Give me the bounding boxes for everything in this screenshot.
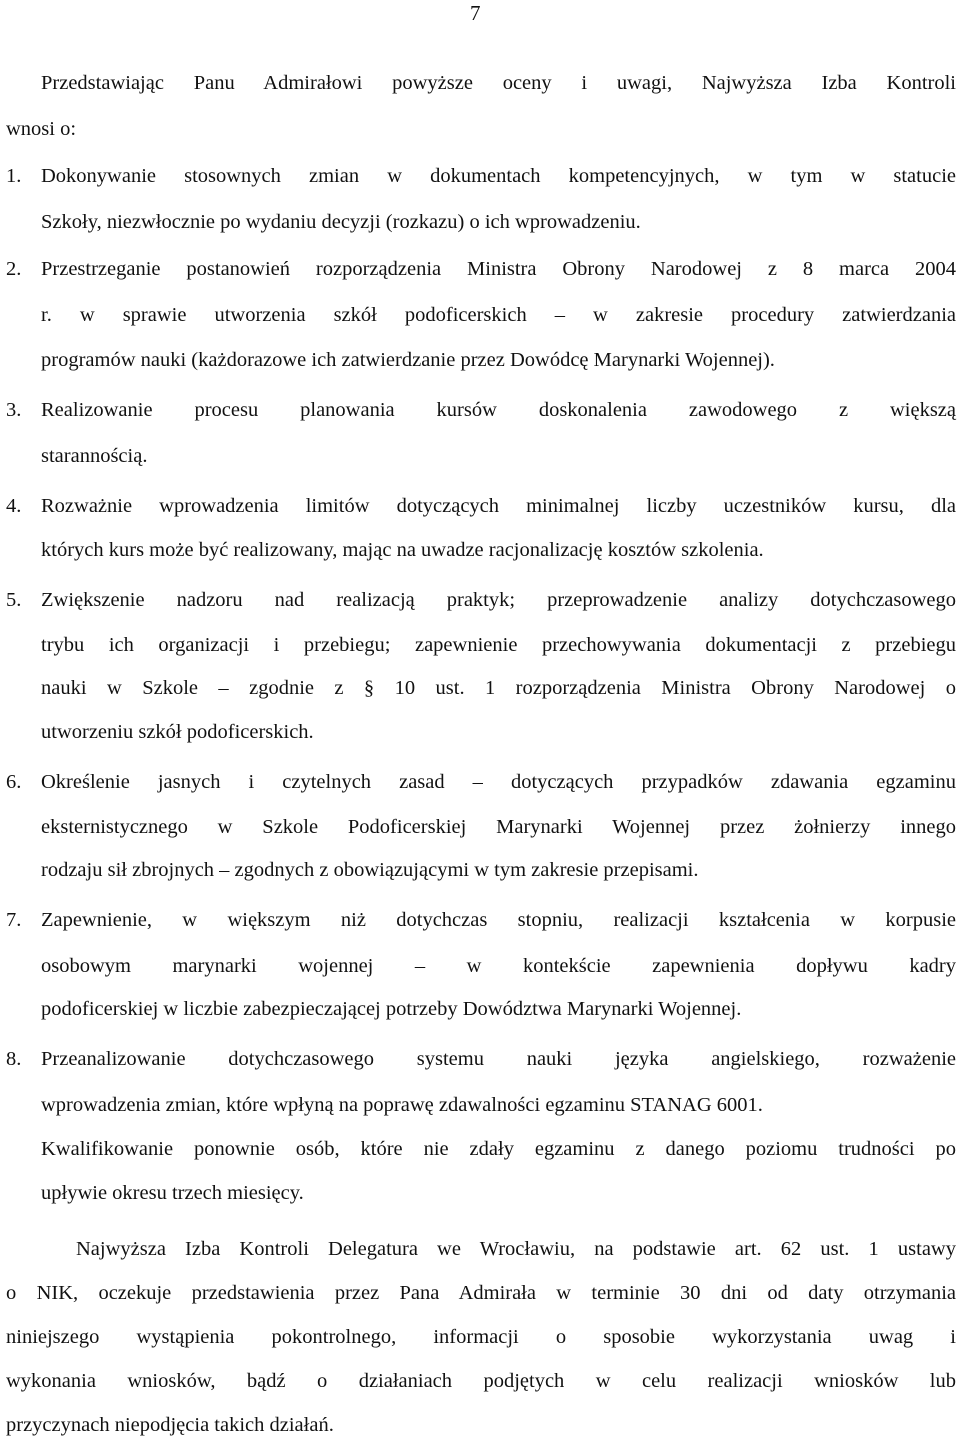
list-item-line: eksternistycznego w Szkole Podoficerskiej Marynarki Wojennej przez żołnierzy innego — [41, 816, 956, 838]
closing-line: o NIK, oczekuje przedstawienia przez Pana Admirała w terminie 30 dni od daty otrzymania — [6, 1282, 956, 1304]
list-item-number: 7. — [6, 909, 22, 931]
list-item-number: 2. — [6, 258, 22, 280]
list-item-line: Realizowanie procesu planowania kursów doskonalenia zawodowego z większą — [41, 399, 956, 421]
list-item-line: Przestrzeganie postanowień rozporządzenia Ministra Obrony Narodowej z 8 marca 2004 — [41, 258, 956, 280]
intro-line-2: wnosi o: — [6, 118, 77, 140]
list-item-number: 8. — [6, 1048, 22, 1070]
closing-line: niniejszego wystąpienia pokontrolnego, informacji o sposobie wykorzystania uwag i — [6, 1326, 956, 1348]
list-item-line: rodzaju sił zbrojnych – zgodnych z obowiązującymi w tym zakresie przepisami. — [41, 859, 699, 881]
list-item-line: Określenie jasnych i czytelnych zasad – dotyczących przypadków zdawania egzaminu — [41, 771, 956, 793]
list-item-line: r. w sprawie utworzenia szkół podoficerskich – w zakresie procedury zatwierdzania — [41, 304, 956, 326]
list-item-line: Zwiększenie nadzoru nad realizacją praktyk; przeprowadzenie analizy dotychczasowego — [41, 589, 956, 611]
list-item-line: upływie okresu trzech miesięcy. — [41, 1182, 304, 1204]
list-item-line: Rozważnie wprowadzenia limitów dotyczących minimalnej liczby uczestników kursu, dla — [41, 495, 956, 517]
list-item-line: starannością. — [41, 445, 148, 467]
list-item-line: podoficerskiej w liczbie zabezpieczającej potrzeby Dowództwa Marynarki Wojennej. — [41, 998, 742, 1020]
page-number: 7 — [470, 1, 481, 25]
closing-line: Najwyższa Izba Kontroli Delegatura we Wrocławiu, na podstawie art. 62 ust. 1 ustawy — [76, 1238, 956, 1260]
list-item-line: utworzeniu szkół podoficerskich. — [41, 721, 314, 743]
list-item-line: Dokonywanie stosownych zmian w dokumentach kompetencyjnych, w tym w statucie — [41, 165, 956, 187]
list-item-line: osobowym marynarki wojennej – w kontekście zapewnienia dopływu kadry — [41, 955, 956, 977]
list-item-line: trybu ich organizacji i przebiegu; zapewnienie przechowywania dokumentacji z przebiegu — [41, 634, 956, 656]
list-item-line: Szkoły, niezwłocznie po wydaniu decyzji (rozkazu) o ich wprowadzeniu. — [41, 211, 641, 233]
list-item-number: 6. — [6, 771, 22, 793]
list-item-number: 1. — [6, 165, 22, 187]
closing-line: przyczynach niepodjęcia takich działań. — [6, 1414, 334, 1436]
list-item-line: programów nauki (każdorazowe ich zatwierdzanie przez Dowódcę Marynarki Wojennej). — [41, 349, 775, 371]
closing-line: wykonania wniosków, bądź o działaniach podjętych w celu realizacji wniosków lub — [6, 1370, 956, 1392]
list-item-line: wprowadzenia zmian, które wpłyną na poprawę zdawalności egzaminu STANAG 6001. — [41, 1094, 763, 1116]
list-item-number: 4. — [6, 495, 22, 517]
list-item-line: Przeanalizowanie dotychczasowego systemu nauki języka angielskiego, rozważenie — [41, 1048, 956, 1070]
list-item-number: 3. — [6, 399, 22, 421]
list-item-line: Zapewnienie, w większym niż dotychczas stopniu, realizacji kształcenia w korpusie — [41, 909, 956, 931]
list-item-line: Kwalifikowanie ponownie osób, które nie zdały egzaminu z danego poziomu trudności po — [41, 1138, 956, 1160]
list-item-line: których kurs może być realizowany, mając na uwadze racjonalizację kosztów szkolenia. — [41, 539, 764, 561]
list-item-number: 5. — [6, 589, 22, 611]
intro-line-1: Przedstawiając Panu Admirałowi powyższe oceny i uwagi, Najwyższa Izba Kontroli — [41, 72, 956, 94]
list-item-line: nauki w Szkole – zgodnie z § 10 ust. 1 rozporządzenia Ministra Obrony Narodowej o — [41, 677, 956, 699]
